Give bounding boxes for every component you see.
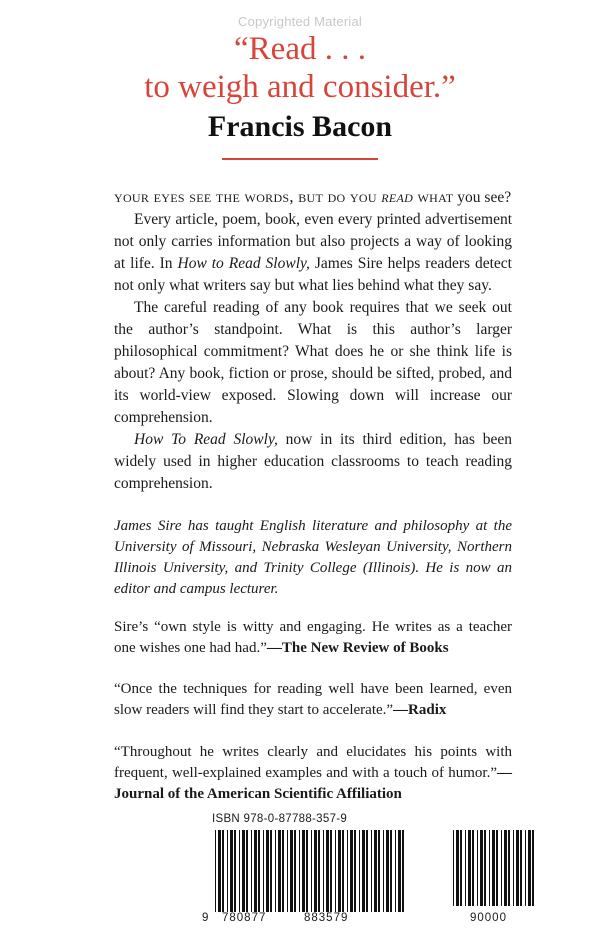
barcode-bar <box>299 830 300 912</box>
barcode-bar <box>335 830 336 912</box>
divider-rule <box>222 158 378 160</box>
barcode-bar <box>306 830 308 912</box>
barcode-bar <box>350 830 353 912</box>
review-2 <box>114 679 512 721</box>
barcode-bar <box>504 830 507 906</box>
barcode-bar <box>465 830 466 906</box>
epigraph-author: Francis Bacon <box>207 110 393 143</box>
barcode-bar <box>266 830 269 912</box>
barcode-bar <box>258 830 260 912</box>
barcode-bar <box>275 830 276 912</box>
blurb-lead-rest: you see? <box>457 189 512 206</box>
epigraph-quote-line1: “Read . . . <box>234 31 366 67</box>
review-1-source: —The New Review of Books <box>266 640 449 656</box>
barcode-bar <box>302 830 305 912</box>
barcode-bar <box>525 830 526 906</box>
barcode-bar <box>383 830 384 912</box>
barcode-bar <box>528 830 531 906</box>
barcode-bar <box>484 830 486 906</box>
blurb-paragraph-4 <box>114 429 512 495</box>
review-3 <box>114 742 512 805</box>
blurb-caps-part1: your eyes see the words, but do you <box>114 187 382 206</box>
epigraph-quote <box>0 30 600 106</box>
barcode-bar <box>270 830 272 912</box>
barcode-bar <box>330 830 332 912</box>
blurb-p2-text-b: James Sire helps readers detect not only what writers say but what lies behind what they say. <box>114 255 512 294</box>
blurb-p2-book-title: How to Read Slowly, <box>177 255 310 272</box>
barcode-bar <box>323 830 324 912</box>
barcode-bar <box>496 830 498 906</box>
blurb-p4-book-title: How To Read Slowly, <box>134 431 278 448</box>
barcode-bar <box>374 830 377 912</box>
barcode-bar <box>251 830 252 912</box>
barcode-bar <box>386 830 389 912</box>
barcode-bar <box>354 830 356 912</box>
barcode-bar <box>489 830 490 906</box>
barcode-bar <box>508 830 510 906</box>
barcode-bar <box>234 830 236 912</box>
barcode-bar <box>347 830 348 912</box>
isbn-label: ISBN 978-0-87788-357-9 <box>212 813 348 825</box>
barcode-bar <box>227 830 228 912</box>
barcode-bar <box>513 830 514 906</box>
barcode-addon-bars <box>453 830 534 906</box>
barcode-group-right: 883579 <box>304 912 349 924</box>
barcode-bar <box>326 830 329 912</box>
barcode-bar <box>246 830 248 912</box>
barcode-bar <box>314 830 317 912</box>
barcode-main-bars <box>215 830 404 912</box>
barcode-digit-first: 9 <box>202 912 210 924</box>
barcode-bar <box>254 830 257 912</box>
barcode-bar <box>460 830 462 906</box>
barcode-bar <box>468 830 471 906</box>
barcode-bar <box>477 830 478 906</box>
blurb-paragraph-2 <box>114 209 512 297</box>
barcode-bar <box>501 830 502 906</box>
barcode-bar <box>218 830 221 912</box>
barcode-bar <box>242 830 245 912</box>
blurb-caps-emphasis: read <box>381 187 414 206</box>
epigraph-quote-line2: to weigh and consider.” <box>144 69 456 105</box>
barcode-bar <box>263 830 264 912</box>
barcode-bar <box>239 830 240 912</box>
author-bio: James Sire has taught English literature and philosophy at the University of Missouri, Nebraska Wesleyan University, Northern Illinois University, and Trinity College (Illinois). He is now an editor and campus lecturer. <box>114 518 512 597</box>
barcode-addon-digits: 90000 <box>470 912 507 924</box>
barcode-bar <box>359 830 360 912</box>
review-1 <box>114 617 512 659</box>
barcode-bar <box>516 830 519 906</box>
blurb-paragraph-3: The careful reading of any book requires that we seek out the author’s standpoint. What is this author’s larger philosophical commitment? What does he or she think life is about? Any book, fiction or prose, should be sifted, probed, and its world-view exposed. Slowing down will increase our comprehension. <box>114 299 512 426</box>
barcode-bar <box>282 830 284 912</box>
blurb-p4-text: now in its third edition, has been widely used in higher education classrooms to teach reading comprehension. <box>114 431 512 492</box>
barcode-bar <box>472 830 474 906</box>
barcode-bar <box>492 830 495 906</box>
barcode-bar <box>453 830 454 906</box>
review-1-text: Sire’s “own style is witty and engaging. He writes as a teacher one wishes one had had.” <box>114 619 512 656</box>
blurb-lead-paragraph <box>114 186 512 209</box>
blurb-p2-text-a: Every article, poem, book, even every printed advertisement not only carries information but also projects a way of looking at life. In <box>114 211 512 272</box>
barcode-bar <box>311 830 312 912</box>
barcode-bar <box>395 830 396 912</box>
barcode-group-left: 780877 <box>222 912 267 924</box>
blurb-small-caps <box>114 187 453 206</box>
blurb-caps-part2: what <box>413 187 454 206</box>
review-3-source: —Journal of the American Scientific Affiliation <box>114 765 512 802</box>
barcode-bar <box>342 830 344 912</box>
barcode-bar <box>371 830 372 912</box>
barcode-bar <box>338 830 341 912</box>
barcode-bar <box>366 830 368 912</box>
barcode-bar <box>532 830 534 906</box>
barcode-bar <box>290 830 293 912</box>
barcode-bar <box>278 830 281 912</box>
barcode-bar <box>402 830 404 912</box>
barcode-bar <box>390 830 392 912</box>
barcode-bar <box>480 830 483 906</box>
barcode-bar <box>294 830 296 912</box>
barcode-bar <box>456 830 459 906</box>
barcode-bar <box>398 830 401 912</box>
barcode-bar <box>520 830 522 906</box>
review-3-text: “Throughout he writes clearly and elucidates his points with frequent, well-explained examples and with a touch of humor.” <box>114 744 512 781</box>
barcode-bar <box>362 830 365 912</box>
barcode-bar <box>215 830 216 912</box>
barcode-bar <box>222 830 224 912</box>
description-blurb <box>114 186 512 495</box>
barcode-bar <box>230 830 233 912</box>
barcode-bar <box>287 830 288 912</box>
barcode-bar <box>378 830 380 912</box>
barcode-bar <box>318 830 320 912</box>
review-2-text: “Once the techniques for reading well have been learned, even slow readers will find they start to accelerate.” <box>114 681 512 718</box>
copyright-watermark: Copyrighted Material <box>238 14 362 29</box>
review-2-source: —Radix <box>393 702 447 718</box>
